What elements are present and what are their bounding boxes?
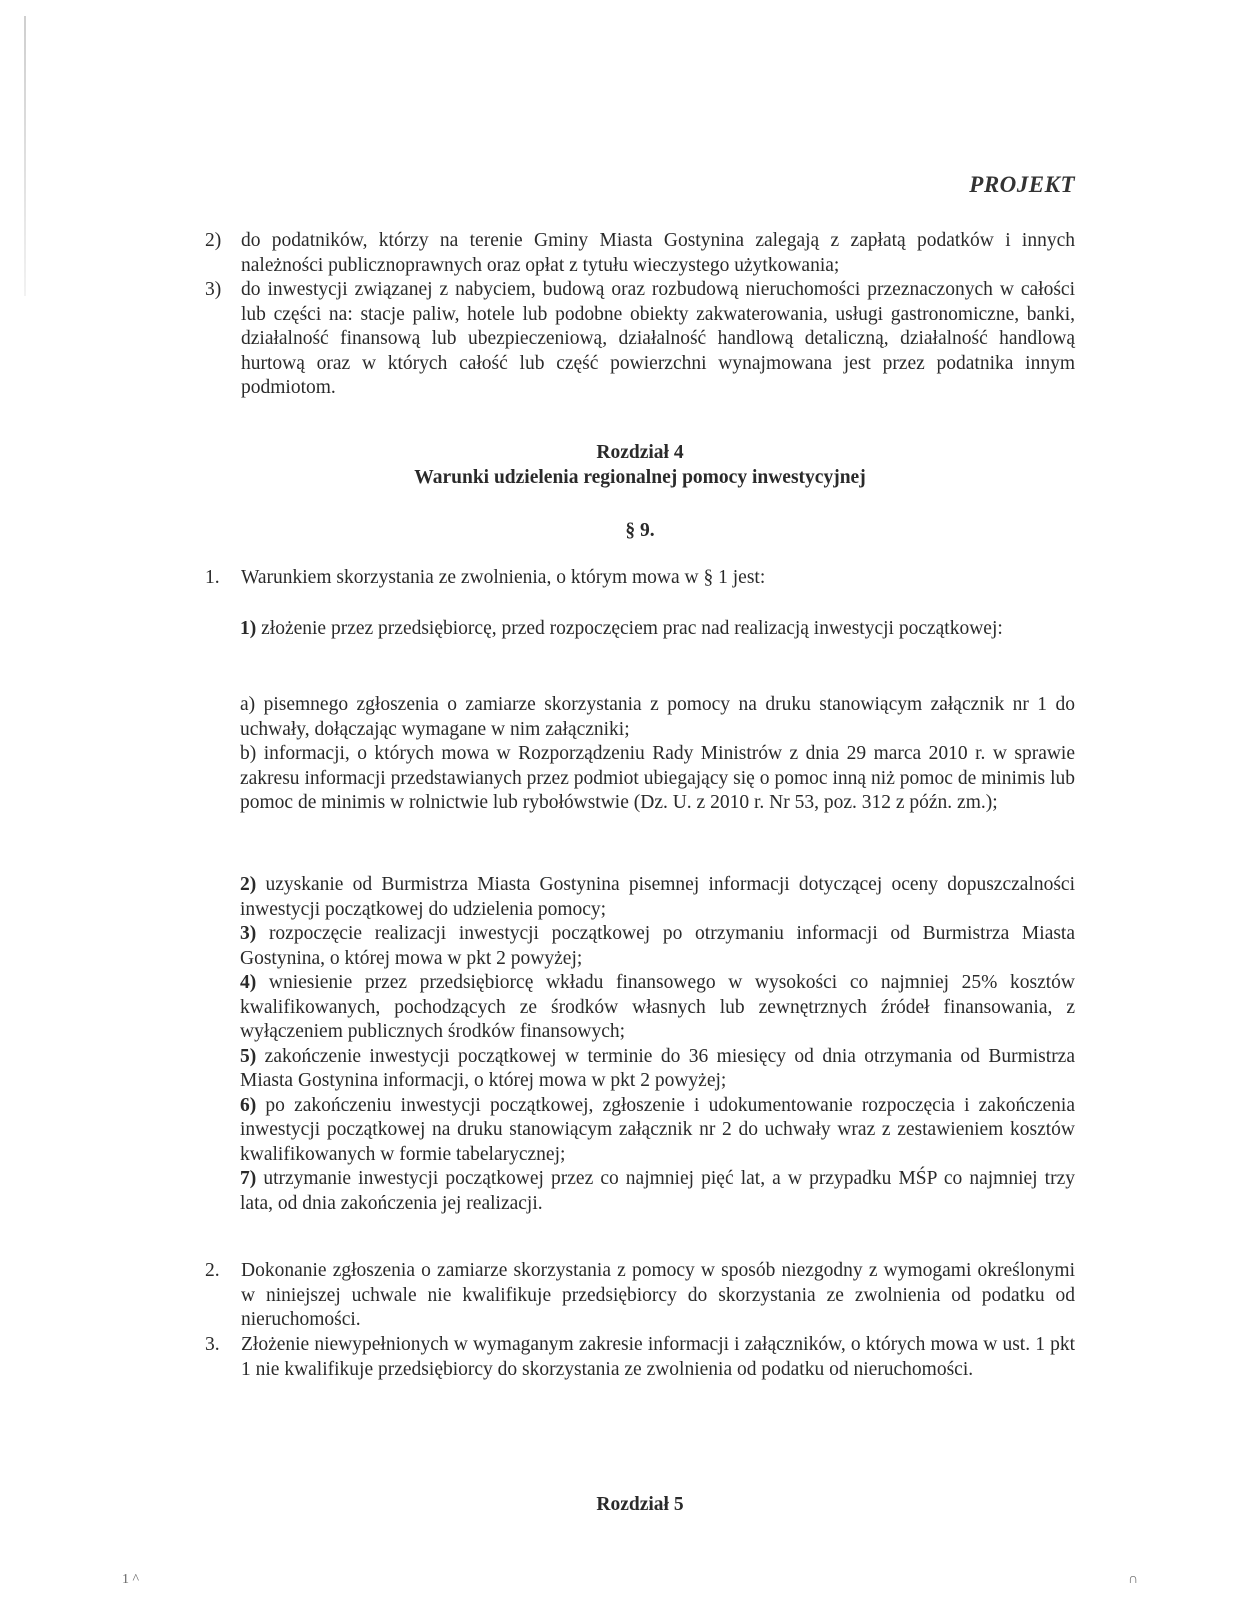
condition-3: [240, 922, 1075, 971]
paragraph-number: 1.: [205, 567, 220, 588]
condition-text: zakończenie inwestycji początkowej w terminie do 36 miesięcy od dnia otrzymania od Burmistrza Miasta Gostynina informacji, o której mowa w pkt 2 powyżej;: [240, 1045, 1075, 1091]
condition-text: po zakończeniu inwestycji początkowej, zgłoszenie i udokumentowanie rozpoczęcia i zakończenia inwestycji początkowej na druku stanowiącym załącznik nr 2 do uchwały wraz z zestawieniem kosztów kwalifikowanych w formie tabelarycznej;: [240, 1094, 1075, 1165]
condition-number: 4): [240, 972, 257, 993]
paragraph-2: [205, 1259, 1075, 1333]
condition-number: 6): [240, 1094, 257, 1116]
paragraph-text: Złożenie niewypełnionych w wymaganym zakresie informacji i załączników, o których mowa w ust. 1 pkt 1 nie kwalifikuje przedsiębiorcy do skorzystania ze zwolnienia od podatku od nieruchomości.: [241, 1334, 1075, 1380]
list-item-text: do inwestycji związanej z nabyciem, budową oraz rozbudową nieruchomości przeznaczonych w całości lub części na: stacje paliw, hotele lub podobne obiekty zakwaterowania, usługi gastronomiczne, banki, działalność finansową lub ubezpieczeniową, działalność handlową detaliczną, działalność handlową hurtową oraz w których całość lub część powierzchni wynajmowana jest przez podatnika innym podmiotom.: [241, 279, 1075, 398]
footer-right-mark: ∩: [1128, 1572, 1139, 1587]
footer-left-mark: 1 ^: [122, 1572, 140, 1587]
condition-text: wniesienie przez przedsiębiorcę wkładu finansowego w wysokości co najmniej 25% kosztów kwalifikowanych, pochodzących ze środków własnych lub zewnętrznych źródeł finansowania, z wyłączeniem publicznych środków finansowych;: [240, 972, 1076, 1042]
condition-text: utrzymanie inwestycji początkowej przez co najmniej pięć lat, a w przypadku MŚP co najmniej trzy lata, od dnia zakończenia jej realizacji.: [240, 1168, 1076, 1214]
draft-stamp: PROJEKT: [969, 172, 1075, 197]
paragraph-3: [205, 1333, 1075, 1382]
chapter-4-title: Rozdział 4: [596, 442, 684, 463]
condition-number: 5): [240, 1045, 257, 1067]
condition-text: złożenie przez przedsiębiorcę, przed rozpoczęciem prac nad realizacją inwestycji początkowej:: [261, 618, 1003, 639]
condition-number: 3): [240, 923, 257, 944]
condition-number: 1): [240, 618, 257, 639]
condition-1-sub-b: b) informacji, o których mowa w Rozporządzeniu Rady Ministrów z dnia 29 marca 2010 r. w sprawie zakresu informacji przedstawianych przez podmiot ubiegający się o pomoc inną niż pomoc de minimis lub pomoc de minimis w rolnictwie lub rybołówstwie (Dz. U. z 2010 r. Nr 53, poz. 312 z późn. zm.);: [240, 743, 1075, 813]
paragraph-1: [205, 566, 1075, 591]
condition-number: 2): [240, 874, 257, 895]
condition-1: [240, 617, 1075, 642]
chapter-5-title: Rozdział 5: [596, 1494, 684, 1515]
list-item-text: do podatników, którzy na terenie Gminy Miasta Gostynina zalegają z zapłatą podatków i innych należności publicznoprawnych oraz opłat z tytułu wieczystego użytkowania;: [241, 230, 1075, 276]
list-item-number: 2): [205, 230, 222, 251]
paragraph-text: Warunkiem skorzystania ze zwolnienia, o którym mowa w § 1 jest:: [241, 567, 766, 588]
chapter-4-subtitle: Warunki udzielenia regionalnej pomocy inwestycyjnej: [414, 467, 866, 488]
list-item-number: 3): [205, 279, 222, 300]
condition-4: [240, 971, 1075, 1045]
condition-6: [240, 1094, 1075, 1168]
condition-text: rozpoczęcie realizacji inwestycji początkowej po otrzymaniu informacji od Burmistrza Miasta Gostynina, o której mowa w pkt 2 powyżej;: [240, 923, 1076, 969]
condition-2: [240, 873, 1075, 922]
condition-number: 7): [240, 1168, 257, 1189]
paragraph-number: 2.: [205, 1260, 220, 1281]
list-item-3: [205, 278, 1075, 401]
condition-text: uzyskanie od Burmistrza Miasta Gostynina pisemnej informacji dotyczącej oceny dopuszczalności inwestycji początkowej do udzielenia pomocy;: [240, 874, 1076, 920]
section-9-heading: § 9.: [625, 520, 655, 541]
condition-1-sub-a: a) pisemnego zgłoszenia o zamiarze skorzystania z pomocy na druku stanowiącym załącznik nr 1 do uchwały, dołączając wymagane w nim załączniki;: [240, 694, 1075, 740]
conditions-list: [240, 873, 1075, 1216]
condition-7: [240, 1167, 1075, 1216]
paragraph-text: Dokonanie zgłoszenia o zamiarze skorzystania z pomocy w sposób niezgodny z wymogami określonymi w niniejszej uchwale nie kwalifikuje przedsiębiorcy do skorzystania ze zwolnienia od podatku od nieruchomości.: [241, 1260, 1075, 1330]
paragraph-number: 3.: [205, 1334, 220, 1355]
list-item-2: [205, 229, 1075, 278]
condition-5: [240, 1045, 1075, 1094]
